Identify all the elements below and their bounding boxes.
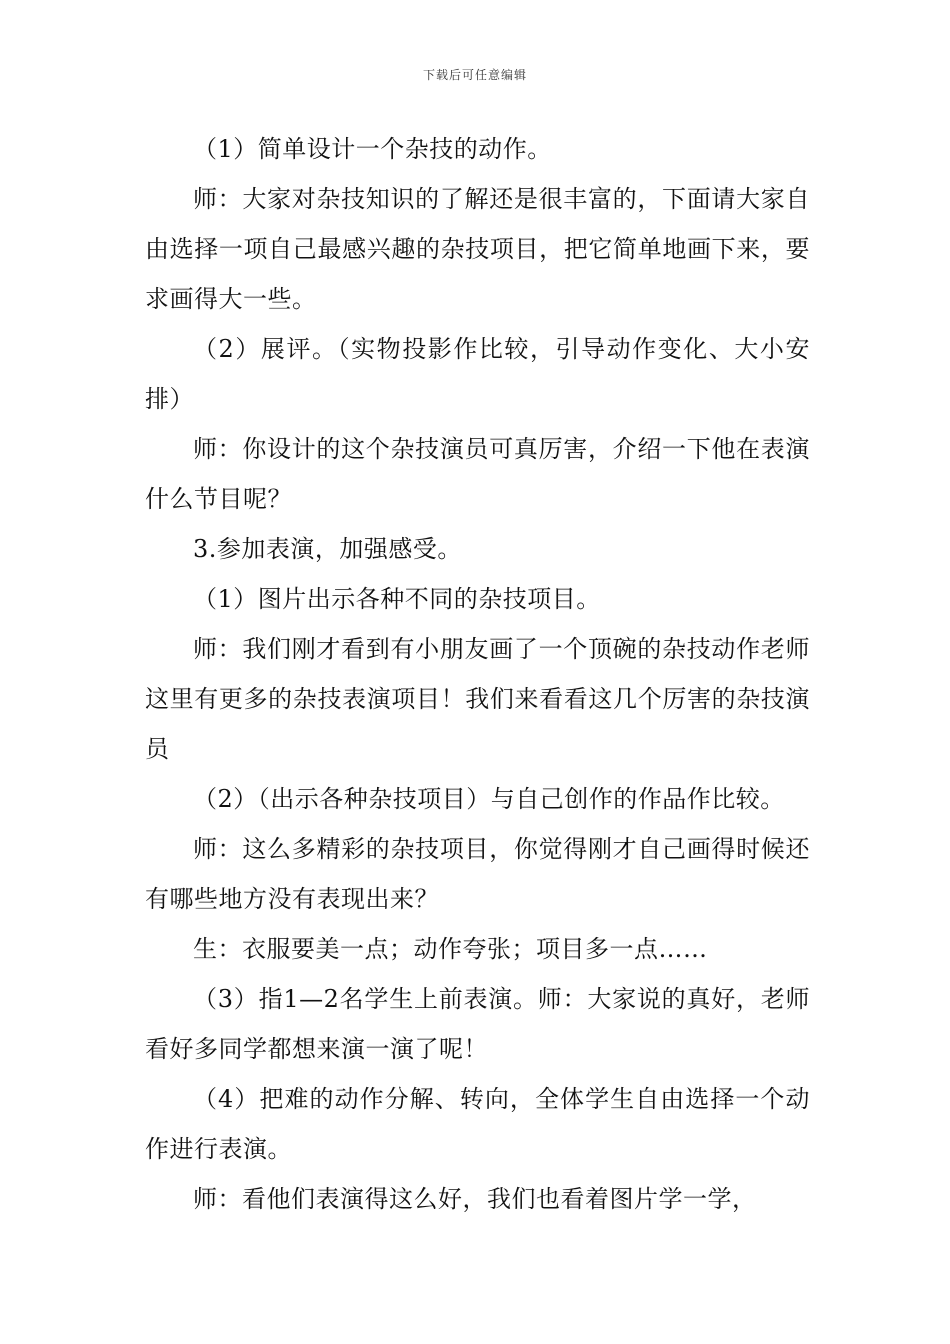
paragraph-teacher-learn: 师：看他们表演得这么好，我们也看着图片学一学， xyxy=(193,1185,757,1213)
paragraph-step-4-decompose: （4）把难的动作分解、转向，全体学生自由选择一个动作进行表演。 xyxy=(145,1085,810,1163)
paragraph-teacher-more-items: 师：我们刚才看到有小朋友画了一个顶碗的杂技动作老师这里有更多的杂技表演项目！我们来看看这几个厉害的杂技演员 xyxy=(145,635,810,763)
paragraph-step-2-compare: （2）（出示各种杂技项目）与自己创作的作品作比较。 xyxy=(193,785,785,813)
paragraph-step-3-perform: （3）指1—2名学生上前表演。师：大家说的真好，老师看好多同学都想来演一演了呢！ xyxy=(145,985,810,1063)
paragraph-step-2-review: （2）展评。（实物投影作比较，引导动作变化、大小安排） xyxy=(145,335,810,413)
paragraph-teacher-intro: 师：大家对杂技知识的了解还是很丰富的，下面请大家自由选择一项自己最感兴趣的杂技项目，把它简单地画下来，要求画得大一些。 xyxy=(145,185,810,313)
paragraph-step-1-pictures: （1）图片出示各种不同的杂技项目。 xyxy=(193,585,601,613)
paragraph-section-3: 3.参加表演，加强感受。 xyxy=(193,535,462,563)
paragraph-student-answer: 生：衣服要美一点；动作夸张；项目多一点…… xyxy=(193,935,708,963)
paragraph-step-1-design: （1）简单设计一个杂技的动作。 xyxy=(193,135,552,163)
document-body xyxy=(145,124,810,1224)
paragraph-teacher-question: 师：你设计的这个杂技演员可真厉害，介绍一下他在表演什么节目呢？ xyxy=(145,435,810,513)
paragraph-teacher-reflect: 师：这么多精彩的杂技项目，你觉得刚才自己画得时候还有哪些地方没有表现出来？ xyxy=(145,835,810,913)
page-header: 下载后可任意编辑 xyxy=(422,68,527,82)
